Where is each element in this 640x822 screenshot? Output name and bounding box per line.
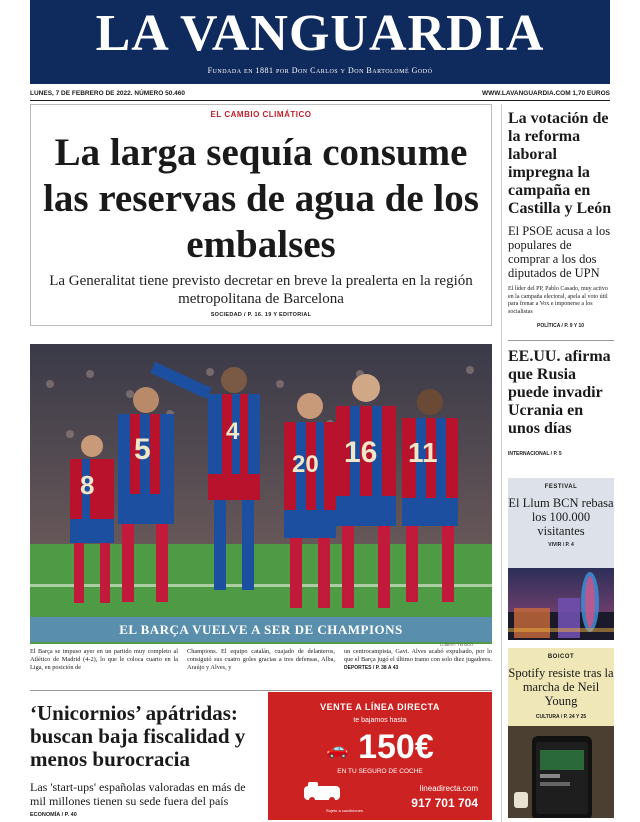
right-story-1-section: POLÍTICA / P. 9 Y 10	[537, 323, 585, 329]
photo-text-col-1: El Barça se impuso ayer en un partido muy completo al Atlético de Madrid (4-2), lo que le coloca cuarto en la Liga, en posición de	[30, 648, 178, 671]
photo-text-col-3	[344, 648, 492, 672]
boicot-title: Spotify resiste tras la marcha de Neil Young	[508, 666, 614, 708]
festival-box[interactable]	[508, 478, 614, 568]
ad-line-1: VENTE A LÍNEA DIRECTA	[320, 702, 440, 712]
ad-web: lineadirecta.com	[419, 784, 478, 793]
festival-label: FESTIVAL	[544, 484, 578, 490]
right-story-1-subhead: El PSOE acusa a los populares de comprar a los dos diputados de UPN	[508, 224, 611, 280]
photo-text-col-3-body: un centrocampista, Gavi. Alves acabó expulsado, por lo que el Barça jugó el último tramo con solo diez jugadores.	[344, 648, 492, 663]
lead-headline[interactable]: La larga sequía consume las reservas de agua de los embalses	[43, 131, 479, 266]
lead-kicker: EL CAMBIO CLIMÁTICO	[210, 110, 312, 119]
festival-title: El Llum BCN rebasa los 100.000 visitantes	[508, 496, 614, 538]
boicot-label: BOICOT	[547, 654, 575, 660]
phone-car-icon	[302, 780, 342, 804]
ad-small-print: Sujeto a condiciones	[326, 808, 363, 813]
light-tower-illustration	[508, 568, 614, 640]
right-story-1-text: El líder del PP, Pablo Casado, muy activo en la campaña electoral, apela al voto útil para frenar a Vox e imponerse a los socialistas	[508, 286, 608, 315]
photo-credit: LLIBERT TEIXIDÓ	[440, 642, 474, 647]
dateline	[30, 88, 610, 100]
founded-line: Fundada en 1881 por Don Carlos y Don Bartolomé Godó	[207, 66, 433, 75]
jersey-number-3: 4	[226, 418, 240, 445]
second-subhead: Las 'start-ups' españolas valoradas en más de mil millones tienen su sede fuera del país	[30, 780, 246, 808]
ad-amount-value: 150€	[358, 728, 434, 766]
right-story-2-headline[interactable]: EE.UU. afirma que Rusia puede invadir Ucrania en unos días	[508, 348, 611, 437]
boicot-section: CULTURA / P. 24 Y 25	[535, 714, 587, 720]
jersey-number-6: 11	[408, 437, 438, 468]
boicot-image	[508, 726, 614, 818]
jersey-number-5: 16	[344, 436, 378, 469]
right-story-1-headline[interactable]: La votación de la reforma laboral impregna la campaña en Castilla y León	[508, 110, 612, 217]
masthead	[30, 0, 610, 84]
festival-section: VIVIR / P. 4	[548, 542, 574, 548]
web-price: WWW.LAVANGUARDIA.COM 1,70 EUROS	[482, 90, 610, 97]
bottom-rule	[30, 690, 492, 691]
lead-section: SOCIEDAD / P. 16. 19 Y EDITORIAL	[210, 312, 312, 318]
festival-image	[508, 568, 614, 640]
ad-line-3: EN TU SEGURO DE COCHE	[337, 768, 423, 775]
phone-illustration	[508, 726, 614, 818]
photo-text-col-3-section: DEPORTES / P. 38 A 43	[344, 665, 399, 671]
second-headline[interactable]: ‘Unicornios’ apátridas: buscan baja fiscalidad y menos burocracia	[30, 701, 246, 771]
newspaper-name: LA VANGUARDIA	[95, 5, 545, 62]
ad-amount	[268, 728, 492, 767]
right-story-2-section: INTERNACIONAL / P. 5	[508, 451, 562, 457]
top-rule	[30, 100, 610, 101]
date-issue: LUNES, 7 DE FEBRERO DE 2022. NÚMERO 50.460	[30, 90, 185, 97]
jersey-number-1: 8	[80, 470, 95, 500]
ad-phone: 917 701 704	[411, 796, 478, 810]
photo-text-col-2: Champions. El equipo catalán, cuajado de delanteros, consiguió sus cuatro goles gracias a tres defensas, Alba, Araújo y Alves, y	[187, 648, 335, 671]
column-divider	[501, 104, 502, 822]
football-celebration-illustration	[30, 344, 492, 644]
second-section: ECONOMÍA / P. 40	[30, 812, 77, 818]
photo-caption: EL BARÇA VUELVE A SER DE CHAMPIONS	[30, 617, 492, 642]
car-icon: 🚗	[326, 738, 349, 759]
jersey-number-2: 5	[134, 433, 151, 466]
boicot-box[interactable]	[508, 648, 614, 726]
ad-line-2: te bajamos hasta	[353, 717, 407, 724]
linea-directa-ad[interactable]	[268, 692, 492, 820]
right-rule-1	[508, 340, 614, 341]
jersey-number-4: 20	[292, 451, 319, 478]
lead-subhead: La Generalitat tiene previsto decretar en breve la prealerta en la región metropolitana de Barcelona	[49, 273, 473, 307]
main-photo	[30, 344, 492, 644]
